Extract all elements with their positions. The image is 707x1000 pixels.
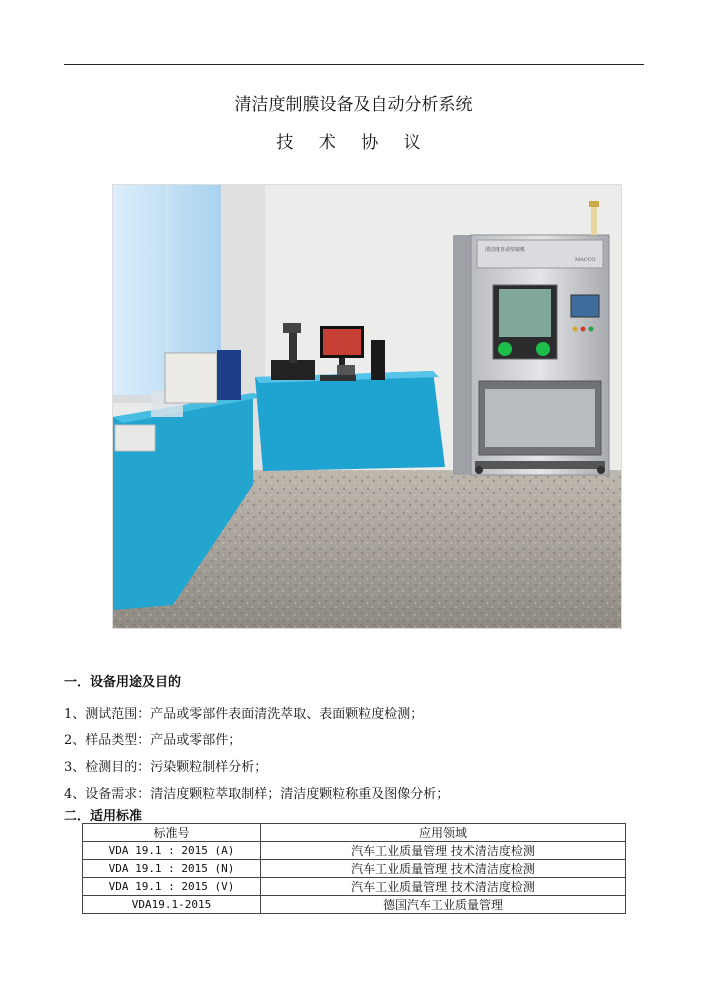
- application-field: 汽车工业质量管理 技术清洁度检测: [261, 842, 626, 860]
- analyzer-device: [165, 353, 217, 403]
- standard-code: VDA19.1-2015: [83, 896, 261, 914]
- standard-code: VDA 19.1 : 2015 (V): [83, 878, 261, 896]
- document-title: 清洁度制膜设备及自动分析系统: [234, 95, 473, 115]
- document-subtitle: 技 术 协 议: [276, 133, 431, 153]
- top-rule: [64, 64, 644, 65]
- standard-code: VDA 19.1 : 2015 (N): [83, 860, 261, 878]
- section1-heading: 一．设备用途及目的: [64, 675, 182, 690]
- section1-item-1: 1、测试范围：产品或零部件表面清洗萃取、表面颗粒度检测；: [64, 707, 424, 722]
- section1-item-4: 4、设备需求：清洁度颗粒萃取制样；清洁度颗粒称重及图像分析；: [64, 787, 450, 802]
- col-header-standard: 标准号: [83, 824, 261, 842]
- table-header-row: [83, 824, 626, 842]
- table-row: [83, 860, 626, 878]
- lab-equipment-photo: [112, 184, 622, 629]
- machine-label-right: MACCO: [575, 257, 596, 263]
- table-row: [83, 842, 626, 860]
- section2-heading: 二．适用标准: [64, 809, 143, 824]
- application-field: 汽车工业质量管理 技术清洁度检测: [261, 860, 626, 878]
- standard-code: VDA 19.1 : 2015 (A): [83, 842, 261, 860]
- section1-item-3: 3、检测目的：污染颗粒制样分析；: [64, 760, 268, 775]
- lab-scene-illustration: [113, 185, 621, 628]
- table-row: [83, 878, 626, 896]
- table-row: [83, 896, 626, 914]
- machine-label-left: 清洁度自动萃取机: [485, 247, 526, 253]
- standards-table: [82, 823, 626, 914]
- section1-item-2: 2、样品类型：产品或零部件；: [64, 733, 242, 748]
- extraction-machine: [453, 201, 609, 475]
- col-header-field: 应用领域: [261, 824, 626, 842]
- application-field: 德国汽车工业质量管理: [261, 896, 626, 914]
- application-field: 汽车工业质量管理 技术清洁度检测: [261, 878, 626, 896]
- middle-table: [255, 371, 445, 471]
